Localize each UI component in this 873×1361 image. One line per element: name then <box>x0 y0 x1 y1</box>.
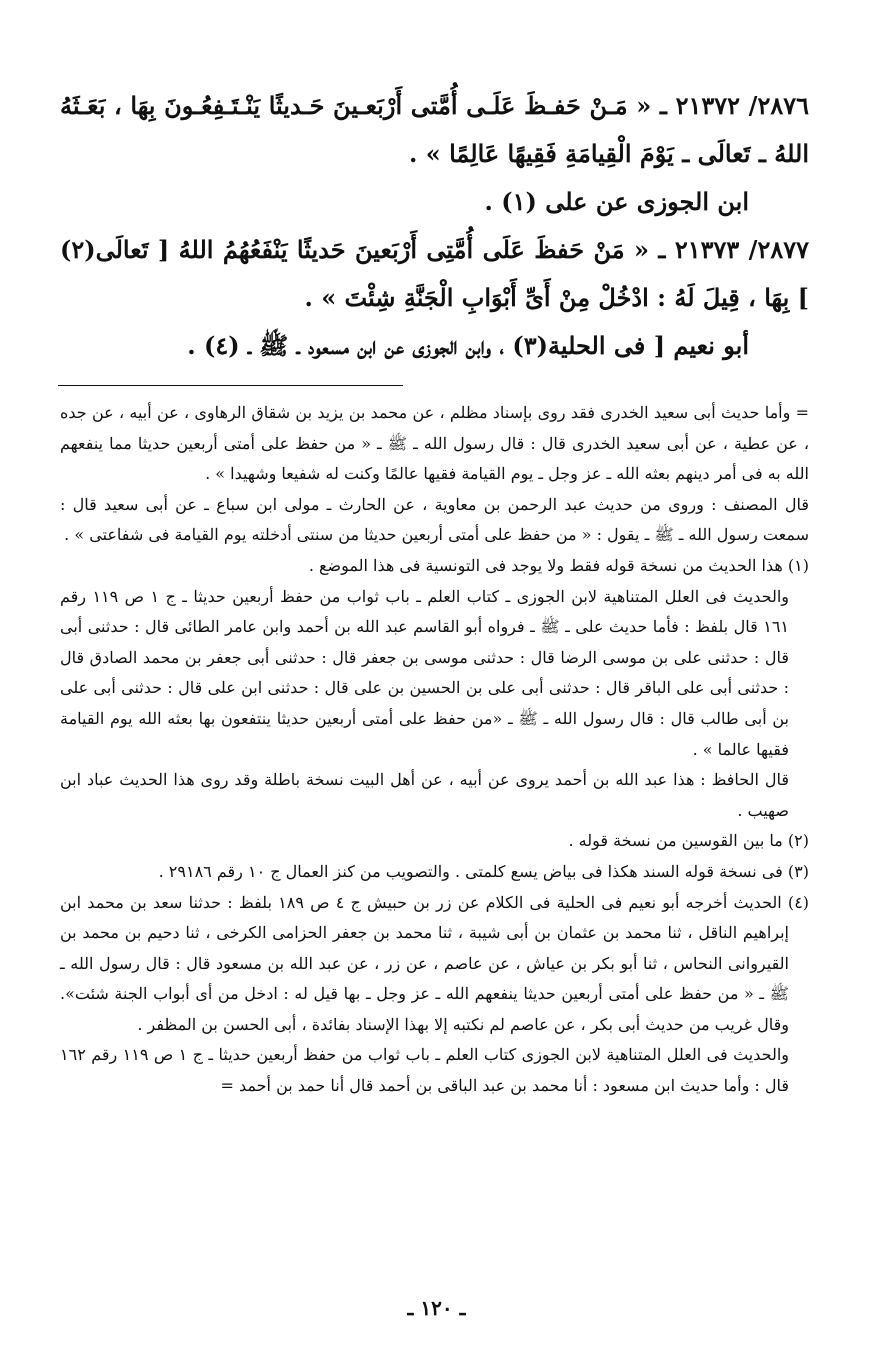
hadith-2877: ٢٨٧٧/ ٢١٣٧٣ ـ « مَنْ حَفظَ عَلَى أُمَّتِى أَرْبَعينَ حَديثًا يَنْفَعُهُمُ اللهُ [ تَعالَى(٢) ] بِهَا ، قِيلَ لَهُ : ادْخُلْ مِنْ أَىِّ أَبْوَابِ الْجَنَّةِ شِئْتَ » . <box>60 235 809 312</box>
hadith-2876-source: ابن الجوزى عن على (١) . <box>484 187 749 216</box>
footnote-1: (١) هذا الحديث من نسخة قوله فقط ولا يوجد فى التونسية فى هذا الموضع . <box>308 555 809 575</box>
hadith-2877-source: أبو نعيم [ فى الحلية(٣) ، وابن الجوزى عن ابن مسعود ـ ﷺ ـ (٤) . <box>187 331 749 360</box>
page-number: ـ ١٢٠ ـ <box>407 1296 466 1320</box>
footnotes <box>60 398 809 1102</box>
footnote-continuation-2: قال المصنف : وروى من حديث عبد الرحمن بن معاوية ، عن الحارث ـ مولى ابن سباع ـ عن أبى سعيد قال : سمعت رسول الله ـ ﷺ ـ يقول : « من حفظ على أمتى أربعين حديثا من سنتى أدخلته يوم القيامة فى شفاعتى » . <box>60 494 809 545</box>
footnote-2: (٢) ما بين القوسين من نسخة قوله . <box>568 831 809 851</box>
footnote-4-detail: والحديث فى العلل المتناهية لابن الجوزى كتاب العلم ـ باب ثواب من حفظ أربعين حديثا ـ ج ١ ص ١١٩ رقم ١٦٢ قال : وأما حديث ابن مسعود : أنا محمد بن عبد الباقى بن أحمد قال أنا حمد بن أحمد = <box>60 1045 790 1096</box>
footnote-continuation: = وأما حديث أبى سعيد الخدرى فقد روى بإسناد مظلم ، عن محمد بن يزيد بن شقاق الرهاوى ، عن أبيه ، عن جده ، عن عطية ، عن أبى سعيد الخدرى قال : قال رسول الله ـ ﷺ ـ « من حفظ على أمتى أربعين حديثا مما ينفعهم الله به فى أمر دينهم بعثه الله ـ عز وجل ـ يوم القيامة فقيها عالمًا وكنت له شفيعا وشهيدا » . <box>60 403 809 484</box>
footnote-1-detail: والحديث فى العلل المتناهية لابن الجوزى ـ كتاب العلم ـ باب ثواب من حفظ أربعين حديثا ـ ج ١ ص ١١٩ رقم ١٦١ قال بلفظ : فأما حديث على ـ ﷺ ـ فرواه أبو القاسم عبد الله بن أحمد وابن عامر الطائى قال : حدثنى أبى قال : حدثنى على بن موسى الرضا قال : حدثنى موسى بن جعفر قال : حدثنى أبى جعفر بن محمد الصادق قال : حدثنى أبى على الباقر قال : حدثنى أبى على بن الحسين بن على قال : حدثنى ابن على قال : حدثنى أبى على بن أبى طالب قال : قال رسول الله ـ ﷺ ـ «من حفظ على أمتى أربعين حديثا ينتفعون بها بعثه الله يوم القيامة فقيها عالما » . <box>60 586 790 759</box>
main-text <box>60 82 809 370</box>
footnote-3: (٣) فى نسخة قوله السند هكذا فى بياض يسع كلمتى . والتصويب من كنز العمال ج ١٠ رقم ٢٩١٨٦ . <box>158 861 809 881</box>
footnote-1-hafiz: قال الحافظ : هذا عبد الله بن أحمد يروى عن أبيه ، عن أهل البيت نسخة باطلة وقد روى هذا الحديث عباد ابن صهيب . <box>60 770 789 820</box>
footnote-4: (٤) الحديث أخرجه أبو نعيم فى الحلية فى الكلام عن زر بن حبيش ج ٤ ص ١٨٩ بلفظ : حدثنا سعد بن محمد ابن إبراهيم الناقل ، ثنا محمد بن عثمان بن أبى شيبة ، ثنا محمد بن جعفر الحزامى الكرخى ، ثنا دحيم بن محمد بن القيروانى النحاس ، ثنا أبو بكر بن عياش ، عن عاصم ، عن زر ، عن عبد الله بن مسعود قال : قال رسول الله ـ ﷺ ـ « من حفظ على أمتى أربعين حديثا ينفعهم الله ـ عز وجل ـ بها قيل له : ادخل من أى أبواب الجنة شئت». وقال غريب من حديث أبى بكر ، عن عاصم لم نكتبه إلا بهذا الإسناد بفائدة ، أبى الحسن بن المظفر . <box>60 892 810 1034</box>
hadith-2876: ٢٨٧٦/ ٢١٣٧٢ ـ « مَـنْ حَفـظَ عَلَـى أُمَّتى أَرْبَعـينَ حَـديثًا يَنْـتَـفِعُـونَ بِهَا ، بَعَـثَهُ اللهُ ـ تَعالَى ـ يَوْمَ الْقِيامَةِ فَقِيهًا عَالِمًا » . <box>60 91 809 168</box>
footnote-divider <box>58 385 403 386</box>
